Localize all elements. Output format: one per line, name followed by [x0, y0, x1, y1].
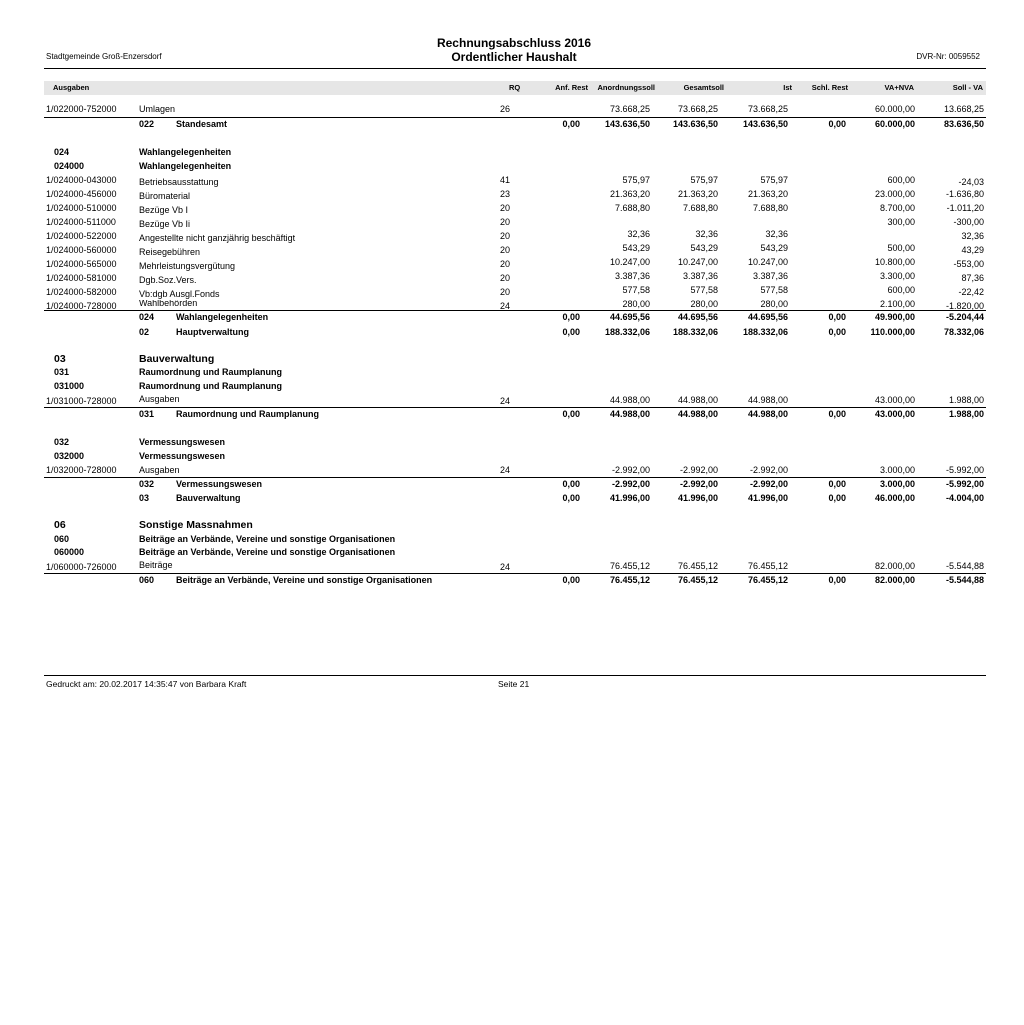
ist-value: 7.688,80 — [752, 203, 788, 213]
gesamtsoll-value: 44.988,00 — [677, 395, 718, 405]
account-label: Vb:dgb Ausgl.Fonds — [139, 289, 220, 299]
anordnungssoll-value: 32,36 — [627, 229, 650, 239]
account-label: Betriebsausstattung — [139, 177, 219, 187]
soll-va-value: -5.544,88 — [945, 561, 984, 571]
gesamtsoll-value: 143.636,50 — [672, 119, 718, 129]
va-nva-value: 2.100,00 — [879, 300, 915, 309]
ist-value: 143.636,50 — [742, 119, 788, 129]
va-nva-value: 49.900,00 — [874, 312, 915, 322]
gesamtsoll-value: 575,97 — [690, 175, 718, 185]
gesamtsoll-value: 76.455,12 — [677, 561, 718, 571]
account-label: Reisegebühren — [139, 247, 201, 257]
soll-va-value: -5.992,00 — [945, 479, 984, 489]
rq-value: 20 — [500, 287, 511, 297]
group-heading — [44, 367, 986, 380]
account-label: Wahlbehörden — [139, 300, 198, 308]
anordnungssoll-value: 577,58 — [622, 285, 650, 295]
ist-value: 577,58 — [760, 285, 788, 295]
subtotal-code: 02 — [139, 327, 150, 337]
subtotal-rule — [44, 477, 986, 478]
report-subtitle: Ordentlicher Haushalt — [451, 50, 577, 64]
col-soll-va: Soll - VA — [952, 83, 983, 92]
va-nva-value: 300,00 — [887, 217, 915, 227]
group-code: 060 — [54, 534, 70, 544]
section-code: 03 — [54, 353, 66, 365]
soll-va-value: -553,00 — [953, 259, 984, 269]
col-ausgaben: Ausgaben — [53, 83, 90, 92]
ist-value: 44.988,00 — [747, 395, 788, 405]
va-nva-value: 3.000,00 — [879, 479, 915, 489]
account-code: 1/024000-510000 — [46, 203, 117, 213]
col-schl-rest: Schl. Rest — [811, 83, 848, 92]
anordnungssoll-value: 44.695,56 — [609, 312, 650, 322]
account-code: 1/024000-728000 — [46, 301, 117, 310]
dvr-number: DVR-Nr: 0059552 — [916, 52, 980, 61]
soll-va-value: -24,03 — [958, 177, 984, 187]
rq-value: 20 — [500, 245, 511, 255]
anf-rest-value: 0,00 — [562, 493, 580, 503]
table-row — [44, 189, 986, 202]
col-va-nva: VA+NVA — [884, 83, 914, 92]
col-gesamtsoll: Gesamtsoll — [683, 83, 724, 92]
ist-value: 76.455,12 — [747, 561, 788, 571]
va-nva-value: 82.000,00 — [874, 575, 915, 585]
group-heading — [44, 147, 986, 160]
account-code: 1/024000-043000 — [46, 175, 117, 185]
account-label: Ausgaben — [139, 394, 180, 404]
anordnungssoll-value: 188.332,06 — [604, 327, 650, 337]
table-row — [44, 259, 986, 272]
account-label: Angestellte nicht ganzjährig beschäftigt — [139, 233, 296, 243]
rq-value: 24 — [500, 465, 511, 475]
anordnungssoll-value: 76.455,12 — [609, 561, 650, 571]
gesamtsoll-value: -2.992,00 — [679, 465, 718, 475]
col-rq: RQ — [509, 83, 521, 92]
gesamtsoll-value: 543,29 — [690, 243, 718, 253]
soll-va-value: -300,00 — [953, 217, 984, 227]
schl-rest-value: 0,00 — [828, 327, 846, 337]
group-heading — [44, 381, 986, 394]
header-rule — [44, 68, 986, 69]
account-label: Bezüge Vb I — [139, 205, 189, 215]
page-number: Seite 21 — [498, 679, 530, 689]
soll-va-value: 13.668,25 — [943, 104, 984, 114]
section-label: Bauverwaltung — [139, 353, 215, 365]
anordnungssoll-value: 10.247,00 — [609, 257, 650, 267]
rq-value: 41 — [500, 175, 511, 185]
ist-value: 32,36 — [765, 229, 788, 239]
table-row — [44, 245, 986, 258]
table-row — [44, 104, 986, 117]
soll-va-value: -1.636,80 — [945, 189, 984, 199]
anf-rest-value: 0,00 — [562, 327, 580, 337]
soll-va-value: -22,42 — [958, 287, 984, 297]
soll-va-value: 87,36 — [961, 273, 984, 283]
table-row — [44, 287, 986, 300]
account-label: Umlagen — [139, 104, 176, 114]
account-code: 1/022000-752000 — [46, 104, 117, 114]
soll-va-value: 43,29 — [961, 245, 984, 255]
subtotal-row — [44, 312, 986, 325]
soll-va-value: 32,36 — [961, 231, 984, 241]
table-row — [44, 175, 986, 188]
anf-rest-value: 0,00 — [562, 409, 580, 419]
soll-va-value: 1.988,00 — [948, 409, 984, 419]
account-code: 1/024000-522000 — [46, 231, 117, 241]
schl-rest-value: 0,00 — [828, 575, 846, 585]
account-code: 1/024000-565000 — [46, 259, 117, 269]
va-nva-value: 82.000,00 — [874, 561, 915, 571]
anf-rest-value: 0,00 — [562, 119, 580, 129]
group-code: 024000 — [54, 161, 85, 171]
anordnungssoll-value: 143.636,50 — [604, 119, 650, 129]
va-nva-value: 60.000,00 — [874, 104, 915, 114]
anordnungssoll-value: 21.363,20 — [609, 189, 650, 199]
group-label: Raumordnung und Raumplanung — [139, 381, 282, 391]
rq-value: 24 — [500, 301, 511, 310]
ist-value: 21.363,20 — [747, 189, 788, 199]
anf-rest-value: 0,00 — [562, 575, 580, 585]
gesamtsoll-value: 44.695,56 — [677, 312, 718, 322]
account-code: 1/024000-581000 — [46, 273, 117, 283]
ist-value: 76.455,12 — [747, 575, 788, 585]
report-title: Rechnungsabschluss 2016 — [436, 36, 592, 50]
subtotal-rule — [44, 117, 986, 118]
section-code: 06 — [54, 519, 66, 531]
va-nva-value: 600,00 — [887, 175, 915, 185]
account-label: Mehrleistungsvergütung — [139, 261, 236, 271]
anordnungssoll-value: 44.988,00 — [609, 409, 650, 419]
subtotal-row — [44, 493, 986, 506]
table-row — [44, 217, 986, 230]
va-nva-value: 500,00 — [887, 243, 915, 253]
anordnungssoll-value: 44.988,00 — [609, 395, 650, 405]
ist-value: -2.992,00 — [749, 465, 788, 475]
ist-value: 575,97 — [760, 175, 788, 185]
soll-va-value: -5.992,00 — [945, 465, 984, 475]
gesamtsoll-value: 76.455,12 — [677, 575, 718, 585]
anordnungssoll-value: 3.387,36 — [614, 271, 650, 281]
ist-value: -2.992,00 — [749, 479, 788, 489]
gesamtsoll-value: 7.688,80 — [682, 203, 718, 213]
soll-va-value: 78.332,06 — [943, 327, 984, 337]
subtotal-row — [44, 575, 986, 588]
va-nva-value: 10.800,00 — [874, 257, 915, 267]
col-anordnungssoll: Anordnungssoll — [597, 83, 655, 92]
account-code: 1/024000-582000 — [46, 287, 117, 297]
gesamtsoll-value: 577,58 — [690, 285, 718, 295]
anordnungssoll-value: 73.668,25 — [609, 104, 650, 114]
section-label: Sonstige Massnahmen — [139, 519, 253, 531]
column-header-bar — [44, 81, 986, 95]
va-nva-value: 3.000,00 — [879, 465, 915, 475]
anordnungssoll-value: 280,00 — [622, 300, 650, 309]
subtotal-code: 060 — [139, 575, 155, 585]
table-row — [44, 273, 986, 286]
subtotal-row — [44, 119, 986, 132]
va-nva-value: 3.300,00 — [879, 271, 915, 281]
rq-value: 24 — [500, 396, 511, 406]
col-ist: Ist — [783, 83, 792, 92]
account-code: 1/031000-728000 — [46, 396, 117, 406]
rq-value: 20 — [500, 203, 511, 213]
rq-value: 20 — [500, 231, 511, 241]
ist-value: 44.988,00 — [747, 409, 788, 419]
soll-va-value: -1.820,00 — [945, 301, 984, 310]
group-heading — [44, 437, 986, 450]
va-nva-value: 8.700,00 — [879, 203, 915, 213]
gesamtsoll-value: 73.668,25 — [677, 104, 718, 114]
va-nva-value: 43.000,00 — [874, 395, 915, 405]
gesamtsoll-value: 44.988,00 — [677, 409, 718, 419]
subtotal-code: 03 — [139, 493, 150, 503]
gesamtsoll-value: 3.387,36 — [682, 271, 718, 281]
group-label: Wahlangelegenheiten — [139, 147, 232, 157]
group-code: 060000 — [54, 547, 85, 557]
ist-value: 41.996,00 — [747, 493, 788, 503]
account-code: 1/024000-560000 — [46, 245, 117, 255]
group-label: Wahlangelegenheiten — [139, 161, 232, 171]
ist-value: 3.387,36 — [752, 271, 788, 281]
table-row — [44, 203, 986, 216]
subtotal-code: 022 — [139, 119, 155, 129]
soll-va-value: 1.988,00 — [948, 395, 984, 405]
group-heading — [44, 534, 986, 547]
table-row — [44, 300, 986, 310]
account-label: Ausgaben — [139, 465, 180, 475]
schl-rest-value: 0,00 — [828, 409, 846, 419]
subtotal-rule — [44, 407, 986, 408]
va-nva-value: 110.000,00 — [870, 327, 915, 337]
subtotal-label: Raumordnung und Raumplanung — [176, 409, 319, 419]
subtotal-row — [44, 409, 986, 422]
account-label: Beiträge — [139, 560, 173, 570]
ist-value: 73.668,25 — [747, 104, 788, 114]
schl-rest-value: 0,00 — [828, 312, 846, 322]
account-code: 1/032000-728000 — [46, 465, 117, 475]
group-label: Raumordnung und Raumplanung — [139, 367, 282, 377]
group-heading — [44, 451, 986, 464]
anordnungssoll-value: 7.688,80 — [614, 203, 650, 213]
anordnungssoll-value: 543,29 — [622, 243, 650, 253]
subtotal-label: Beiträge an Verbände, Vereine und sonstige Organisationen — [176, 575, 433, 585]
account-label: Dgb.Soz.Vers. — [139, 275, 197, 285]
footer-rule — [44, 675, 986, 676]
section-heading — [44, 353, 986, 366]
rq-value: 20 — [500, 259, 511, 269]
ist-value: 44.695,56 — [747, 312, 788, 322]
subtotal-label: Hauptverwaltung — [176, 327, 250, 337]
group-code: 032000 — [54, 451, 85, 461]
group-heading — [44, 161, 986, 174]
schl-rest-value: 0,00 — [828, 479, 846, 489]
ist-value: 543,29 — [760, 243, 788, 253]
soll-va-value: -4.004,00 — [945, 493, 984, 503]
soll-va-value: -5.544,88 — [945, 575, 984, 585]
va-nva-value: 60.000,00 — [874, 119, 915, 129]
anordnungssoll-value: 575,97 — [622, 175, 650, 185]
schl-rest-value: 0,00 — [828, 119, 846, 129]
va-nva-value: 46.000,00 — [874, 493, 915, 503]
rq-value: 24 — [500, 562, 511, 572]
soll-va-value: -5.204,44 — [945, 312, 984, 322]
rq-value: 23 — [500, 189, 511, 199]
gesamtsoll-value: 32,36 — [695, 229, 718, 239]
soll-va-value: -1.011,20 — [946, 203, 984, 213]
va-nva-value: 43.000,00 — [874, 409, 915, 419]
section-heading — [44, 519, 986, 532]
subtotal-code: 032 — [139, 479, 155, 489]
account-label: Büromaterial — [139, 191, 191, 201]
group-label: Beiträge an Verbände, Vereine und sonstige Organisationen — [139, 547, 396, 557]
subtotal-label: Standesamt — [176, 119, 228, 129]
va-nva-value: 23.000,00 — [874, 189, 915, 199]
anordnungssoll-value: 76.455,12 — [609, 575, 650, 585]
anf-rest-value: 0,00 — [562, 312, 580, 322]
subtotal-rule — [44, 310, 986, 311]
gesamtsoll-value: -2.992,00 — [679, 479, 718, 489]
schl-rest-value: 0,00 — [828, 493, 846, 503]
subtotal-label: Bauverwaltung — [176, 493, 241, 503]
gesamtsoll-value: 41.996,00 — [677, 493, 718, 503]
ist-value: 10.247,00 — [747, 257, 788, 267]
anordnungssoll-value: 41.996,00 — [609, 493, 650, 503]
subtotal-label: Vermessungswesen — [176, 479, 263, 489]
subtotal-rule — [44, 573, 986, 574]
rq-value: 20 — [500, 217, 511, 227]
table-row — [44, 231, 986, 244]
municipality-name: Stadtgemeinde Groß-Enzersdorf — [46, 52, 162, 61]
gesamtsoll-value: 10.247,00 — [677, 257, 718, 267]
group-code: 031000 — [54, 381, 85, 391]
gesamtsoll-value: 280,00 — [690, 300, 718, 309]
group-label: Vermessungswesen — [139, 451, 226, 461]
group-code: 031 — [54, 367, 70, 377]
account-label: Bezüge Vb Ii — [139, 219, 191, 229]
anf-rest-value: 0,00 — [562, 479, 580, 489]
group-code: 032 — [54, 437, 70, 447]
group-code: 024 — [54, 147, 70, 157]
anordnungssoll-value: -2.992,00 — [611, 465, 650, 475]
account-code: 1/024000-456000 — [46, 189, 117, 199]
group-label: Beiträge an Verbände, Vereine und sonstige Organisationen — [139, 534, 396, 544]
rq-value: 26 — [500, 104, 511, 114]
account-code: 1/024000-511000 — [46, 217, 116, 227]
subtotal-code: 031 — [139, 409, 155, 419]
gesamtsoll-value: 188.332,06 — [672, 327, 718, 337]
col-anf-rest: Anf. Rest — [555, 83, 588, 92]
group-heading — [44, 547, 986, 560]
anordnungssoll-value: -2.992,00 — [611, 479, 650, 489]
ist-value: 188.332,06 — [742, 327, 788, 337]
rq-value: 20 — [500, 273, 511, 283]
subtotal-row — [44, 479, 986, 492]
subtotal-label: Wahlangelegenheiten — [176, 312, 269, 322]
printed-info: Gedruckt am: 20.02.2017 14:35:47 von Barbara Kraft — [46, 679, 247, 689]
account-code: 1/060000-726000 — [46, 562, 117, 572]
subtotal-row — [44, 327, 986, 340]
group-label: Vermessungswesen — [139, 437, 226, 447]
gesamtsoll-value: 21.363,20 — [677, 189, 718, 199]
subtotal-code: 024 — [139, 312, 155, 322]
soll-va-value: 83.636,50 — [943, 119, 984, 129]
ist-value: 280,00 — [760, 300, 788, 309]
va-nva-value: 600,00 — [887, 285, 915, 295]
